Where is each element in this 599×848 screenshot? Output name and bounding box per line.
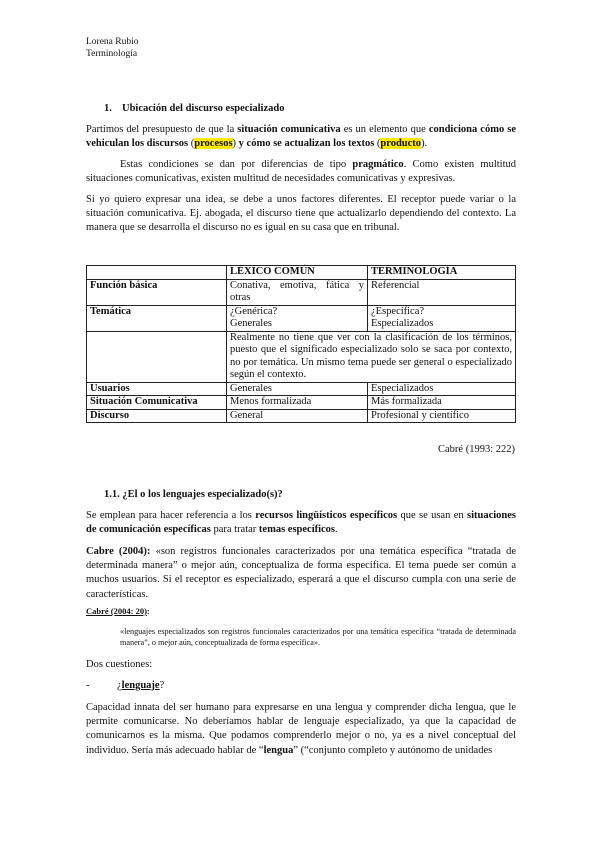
block-quote: «lenguajes especializados son registros funcionales caracterizados por una temática específica “tratada de determinada manera”, o mejor aún, conceptualizada de forma específica». (120, 627, 516, 647)
column-header-terminologia: TERMINOLOGÍA (368, 266, 516, 280)
text: ( (374, 138, 381, 150)
text: Capacidad innata del ser humano para expresarse en una lengua y comprender dicha lengua, que le permite comunicarse. No deberíamos hablar de lenguaje especializado, ya que la capacidad de comunicarnos es la misma. Que podamos comprenderlo mejor o no, ya es a nivel conceptual del individuo. Sería más adecuado hablar de “ (86, 702, 516, 756)
text: para tratar (210, 524, 259, 536)
text: Estas condiciones se dan por diferencias de tipo (120, 159, 353, 170)
paragraph-capacidad (86, 701, 516, 758)
table-citation: Cabré (1993: 222) (438, 444, 515, 455)
bold-text: y cómo se actualizan los textos (238, 138, 375, 150)
bold-text: situaciones de comunicación específicas (86, 510, 516, 536)
table-cell (368, 305, 516, 331)
bold-text: Cabre (2004): (86, 546, 151, 557)
table-cell (227, 305, 368, 331)
paragraph-ejemplo: Si yo quiero expresar una idea, se debe a unos factores diferentes. El receptor puede variar o la situación comunicativa. Ej. abogada, el discurso tiene que actualizarlo dependiendo del contexto. La manera que se desarrolla el discurso no es igual en su casa que en tribunal. (86, 194, 516, 234)
paragraph-dos-cuestiones: Dos cuestiones: (86, 659, 153, 670)
table-row (87, 396, 516, 410)
comparison-table (86, 265, 516, 423)
table-row (87, 279, 516, 305)
bold-text: recursos lingüísticos específicos (255, 510, 398, 521)
paragraph-condiciones (86, 158, 516, 186)
table-row (87, 382, 516, 396)
cell-line: ¿Específica? (371, 305, 425, 317)
paragraph-situacion (86, 123, 516, 151)
bullet-item-lenguaje (86, 680, 164, 691)
cell-line: ¿Genérica? (230, 305, 278, 317)
highlighted-text: procesos (194, 138, 233, 150)
table-row (87, 305, 516, 331)
text: . Como existen multitud situaciones comunicativas, existen multitud de necesidades comunicativas y expresivas. (86, 159, 516, 185)
text: ( (188, 138, 195, 150)
text: Partimos del presupuesto de que la (86, 124, 238, 135)
cell-line: Generales (230, 318, 272, 329)
section-heading-1-1: 1.1. ¿El o los lenguajes especializado(s)? (104, 489, 283, 500)
column-header-lexico: LÉXICO COMÚN (227, 266, 368, 280)
row-label: Situación Comunicativa (87, 396, 227, 410)
table-note-cell: Realmente no tiene que ver con la clasificación de los términos, puesto que el significado especializado solo se saca por contexto, no por temática. Un mismo tema puede ser general o especializado según el contexto. (227, 331, 516, 382)
row-label: Usuarios (87, 382, 227, 396)
text: : (146, 606, 150, 616)
text: ” (“conjunto completo y autónomo de unidades (293, 744, 493, 756)
table-cell: Más formalizada (368, 396, 516, 410)
section-number: 1. (104, 103, 112, 114)
paragraph-recursos (86, 509, 516, 537)
underlined-bold-text: lenguaje (121, 680, 160, 691)
bold-text: pragmático (352, 159, 404, 170)
table-cell: Especializados (368, 382, 516, 396)
text: ) (232, 138, 239, 150)
section-title: Ubicación del discurso especializado (122, 103, 285, 114)
cell-line: Especializados (371, 318, 434, 329)
row-label: Temática (87, 305, 227, 331)
row-label: Función básica (87, 279, 227, 305)
table-row (87, 409, 516, 423)
table-cell: General (227, 409, 368, 423)
text: es un elemento que (340, 124, 429, 135)
bold-text: condiciona cómo se vehiculan los discursos (86, 124, 517, 150)
text: ¿ (117, 680, 122, 691)
citation-text: Cabré (2004: 20) (86, 606, 147, 616)
table-cell: Generales (227, 382, 368, 396)
section-heading-1 (104, 103, 284, 114)
bold-text: temas específicos (258, 524, 336, 536)
text: ). (421, 138, 428, 150)
quote-citation (86, 606, 150, 616)
text: ? (159, 680, 165, 691)
text: que se usan en (397, 510, 467, 521)
bold-text: lengua (263, 744, 294, 756)
text: Se emplean para hacer referencia a los (86, 510, 256, 521)
bullet-dash: - (86, 680, 90, 691)
text: «son registros funcionales caracterizados por una temática específica “tratada de determinada manera” o mejor aún, conceptualiza de forma específica. El tema puede ser común a muchos usuarios. Si el receptor es especializado, esperará a que el discurso cumpla con una serie de características. (86, 546, 516, 600)
table-cell (87, 266, 227, 280)
highlighted-text: producto (380, 138, 422, 150)
subject-name: Terminología (86, 49, 138, 59)
table-cell: Profesional y científico (368, 409, 516, 423)
text: . (335, 524, 338, 536)
bold-text: situación comunicativa (237, 124, 341, 135)
paragraph-cabre-2004 (86, 545, 516, 602)
table-header-row (87, 266, 516, 280)
table-cell: Menos formalizada (227, 396, 368, 410)
table-cell (87, 331, 227, 382)
table-row (87, 331, 516, 382)
table-cell: Referencial (368, 279, 516, 305)
page-header (86, 36, 139, 60)
row-label: Discurso (87, 409, 227, 423)
table-cell: Conativa, emotiva, fática y otras (227, 279, 368, 305)
author-name: Lorena Rubio (86, 37, 139, 47)
